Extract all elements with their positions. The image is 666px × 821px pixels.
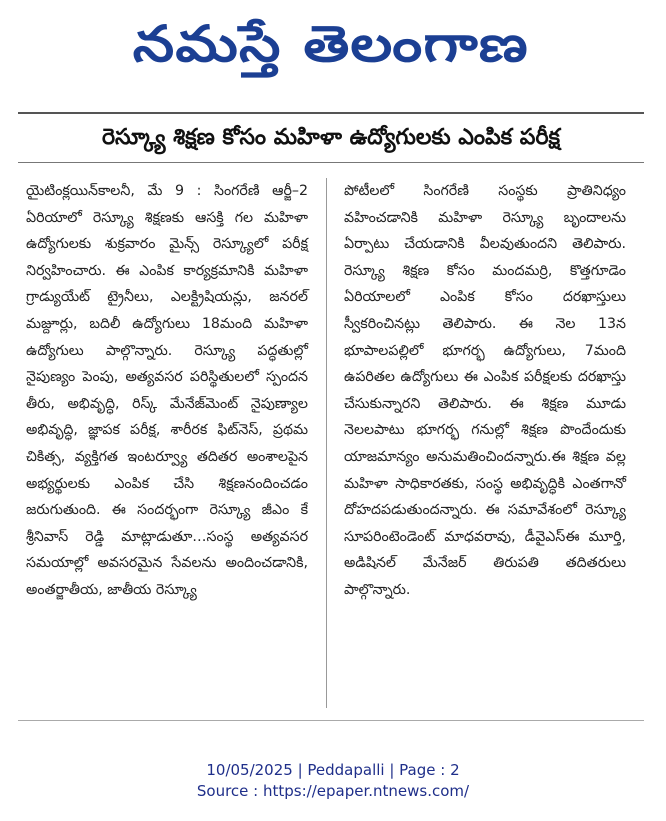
masthead-logo-text: నమస్తే తెలంగాణ	[133, 15, 529, 73]
footer-source-link[interactable]: Source : https://epaper.ntnews.com/	[196, 782, 470, 800]
clipping-bottom-rule	[18, 720, 644, 721]
footer-date-edition-page: 10/05/2025 | Peddapalli | Page : 2	[206, 761, 460, 779]
column-divider	[326, 178, 327, 708]
newspaper-masthead	[18, 8, 644, 80]
news-clipping	[18, 0, 644, 722]
article-column-right	[344, 178, 626, 604]
headline-top-rule	[18, 112, 644, 114]
headline-bottom-rule	[18, 162, 644, 163]
article-text-right: పోటీలలో సింగరేణి సంస్థకు ప్రాతినిధ్యం వహించడానికి మహిళా రెస్క్యూ బృందాలను ఏర్పాటు చేయడానికి వీలవుతుందని తెలిపారు. రెస్క్యూ శిక్షణ కోసం మందమర్రి, కొత్తగూడెం ఏరియాలలో ఎంపిక కోసం దరఖాస్తులు స్వీకరించినట్లు తెలిపారు. ఈ నెల 13న భూపాలపల్లిలో భూగర్భ ఉద్యోగులు, 7మంది ఉపరితల ఉద్యోగులు ఈ ఎంపిక పరీక్షలకు దరఖాస్తు చేసుకున్నారని తెలిపారు. ఈ శిక్షణ మూడు నెలలపాటు భూగర్భ గనుల్లో శిక్షణ పొందేందుకు యాజమాన్యం అనుమతించిందన్నారు.ఈ శిక్షణ వల్ల మహిళా సాధికారతకు, సంస్థ అభివృద్ధికి ఎంతగానో దోహదపడుతుందన్నారు. ఈ సమావేశంలో రెస్క్యూ సూపరింటెండెంట్ మాధవరావు, డీవైఎస్ఈ మూర్తి, అడిషినల్ మేనేజర్ తిరుపతి తదితరులు పాల్గొన్నారు.	[344, 183, 626, 598]
article-text-left: యైటింక్లయిన్‌కాలనీ, మే 9 : సింగరేణి ఆర్జీ–2 ఏరియాలో రెస్క్యూ శిక్షణకు ఆసక్తి గల మహిళా ఉద్యోగులకు శుక్రవారం మైన్స్ రెస్క్యూలో పరీక్ష నిర్వహించారు. ఈ ఎంపిక కార్యక్రమానికి మహిళా గ్రాడ్యుయేట్ ట్రైనీలు, ఎలక్ట్రిషియన్లు, జనరల్ మజ్దూర్లు, బదిలీ ఉద్యోగులు 18మంది మహిళా ఉద్యోగులు పాల్గొన్నారు. రెస్క్యూ పద్ధతుల్లో నైపుణ్యం పెంపు, అత్యవసర పరిస్థితులలో స్పందన తీరు, అభివృద్ధి, రిస్క్ మేనేజ్‌మెంట్ నైపుణ్యాల అభివృద్ధి, జ్ఞాపక పరీక్ష, శారీరక ఫిట్‌నెస్, ప్రథమ చికిత్స, వ్యక్తిగత ఇంటర్వ్యూ తదితర అంశాలపైన అభ్యర్థులకు ఎంపిక చేసి శిక్షణనందించడం జరుగుతుంది. ఈ సందర్భంగా రెస్క్యూ జీఎం కే శ్రీనివాస్ రెడ్డి మాట్లాడుతూ…సంస్థ అత్యవసర సమయాల్లో అవసరమైన సేవలను అందించడానికి, అంతర్జాతీయ, జాతీయ రెస్క్యూ	[26, 183, 308, 598]
article-headline: రెస్క్యూ శిక్షణ కోసం మహిళా ఉద్యోగులకు ఎంపిక పరీక్ష	[102, 125, 560, 150]
article-column-left	[26, 178, 308, 604]
